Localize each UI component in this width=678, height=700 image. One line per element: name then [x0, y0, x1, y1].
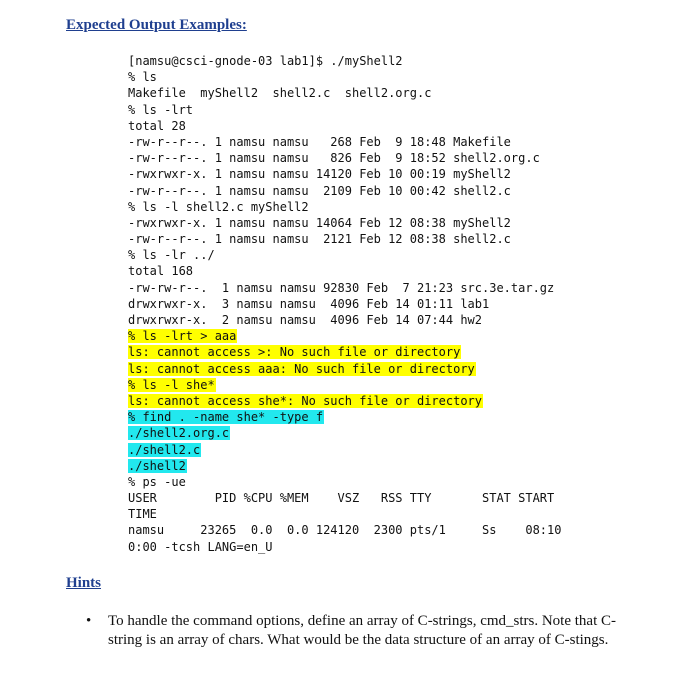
terminal-line-text: % find . -name she* -type f — [128, 410, 324, 425]
terminal-line-text: -rw-r--r--. 1 namsu namsu 268 Feb 9 18:48 Makefile — [128, 134, 511, 149]
terminal-line — [128, 150, 608, 166]
terminal-line — [128, 263, 608, 279]
terminal-line — [128, 328, 608, 344]
terminal-line-text: % ls -lrt > aaa — [128, 329, 237, 344]
terminal-line-text: ls: cannot access >: No such file or directory — [128, 345, 461, 360]
terminal-line-text: % ls -l shell2.c myShell2 — [128, 199, 309, 214]
terminal-line-text: ls: cannot access she*: No such file or directory — [128, 393, 483, 408]
terminal-line-text: -rw-rw-r--. 1 namsu namsu 92830 Feb 7 21:23 src.3e.tar.gz — [128, 280, 555, 295]
terminal-line — [128, 166, 608, 182]
terminal-line-text: -rw-r--r--. 1 namsu namsu 826 Feb 9 18:52 shell2.org.c — [128, 151, 540, 166]
terminal-line-text: ls: cannot access aaa: No such file or directory — [128, 361, 475, 376]
terminal-line-text: namsu 23265 0.0 0.0 124120 2300 pts/1 Ss 08:10 — [128, 523, 562, 538]
terminal-line-text: -rw-r--r--. 1 namsu namsu 2109 Feb 10 00:42 shell2.c — [128, 183, 511, 198]
terminal-line-text: total 168 — [128, 264, 194, 279]
hint-text: To handle the command options, define an array of C-strings, cmd_strs. Note that C-string is an array of chars. What would be the data structure of an array of C-stings. — [108, 613, 617, 648]
terminal-line-text: % ls -lrt — [128, 102, 194, 117]
hint-item — [86, 612, 646, 650]
terminal-line — [128, 522, 608, 538]
terminal-line-text: total 28 — [128, 118, 186, 133]
terminal-output — [128, 53, 608, 555]
terminal-line — [128, 85, 608, 101]
terminal-line — [128, 458, 608, 474]
terminal-line-text: ./shell2.org.c — [128, 426, 230, 441]
terminal-line — [128, 183, 608, 199]
bullet-icon: • — [86, 613, 92, 629]
terminal-line-text: % ps -ue — [128, 474, 186, 489]
terminal-line-text: ./shell2.c — [128, 442, 201, 457]
terminal-line — [128, 69, 608, 85]
terminal-line-text: drwxrwxr-x. 2 namsu namsu 4096 Feb 14 07:44 hw2 — [128, 313, 483, 327]
terminal-line — [128, 344, 608, 360]
terminal-line — [128, 539, 608, 555]
terminal-line-text: % ls -lr ../ — [128, 248, 215, 263]
terminal-line — [128, 102, 608, 118]
terminal-line — [128, 490, 608, 506]
terminal-line — [128, 215, 608, 231]
section-title: Expected Output Examples: — [66, 17, 247, 33]
terminal-line-text: 0:00 -tcsh LANG=en_U — [128, 539, 273, 554]
terminal-line — [128, 231, 608, 247]
hints-title: Hints — [66, 575, 102, 591]
terminal-line — [128, 409, 608, 425]
terminal-line-text: -rwxrwxr-x. 1 namsu namsu 14064 Feb 12 08:38 myShell2 — [128, 215, 511, 230]
terminal-line — [128, 247, 608, 263]
terminal-line — [128, 442, 608, 458]
terminal-line-text: [namsu@csci-gnode-03 lab1]$ ./myShell2 — [128, 54, 403, 68]
terminal-line-text: % ls -l she* — [128, 377, 215, 392]
terminal-line — [128, 393, 608, 409]
terminal-line-text: -rw-r--r--. 1 namsu namsu 2121 Feb 12 08:38 shell2.c — [128, 232, 511, 247]
terminal-line-text: % ls — [128, 70, 157, 85]
terminal-line — [128, 312, 608, 328]
terminal-line-text: USER PID %CPU %MEM VSZ RSS TTY STAT START — [128, 491, 555, 506]
terminal-line — [128, 296, 608, 312]
terminal-line — [128, 474, 608, 490]
terminal-line — [128, 377, 608, 393]
terminal-line — [128, 506, 608, 522]
terminal-line — [128, 199, 608, 215]
terminal-line — [128, 280, 608, 296]
terminal-line-text: ./shell2 — [128, 458, 186, 473]
terminal-line-text: Makefile myShell2 shell2.c shell2.org.c — [128, 86, 432, 101]
terminal-line — [128, 134, 608, 150]
hints-list — [86, 612, 646, 650]
terminal-line — [128, 118, 608, 134]
terminal-line-text: drwxrwxr-x. 3 namsu namsu 4096 Feb 14 01:11 lab1 — [128, 296, 490, 311]
terminal-line — [128, 425, 608, 441]
terminal-line — [128, 361, 608, 377]
terminal-line-text: -rwxrwxr-x. 1 namsu namsu 14120 Feb 10 00:19 myShell2 — [128, 167, 511, 182]
terminal-line — [128, 53, 608, 69]
terminal-line-text: TIME — [128, 507, 157, 522]
